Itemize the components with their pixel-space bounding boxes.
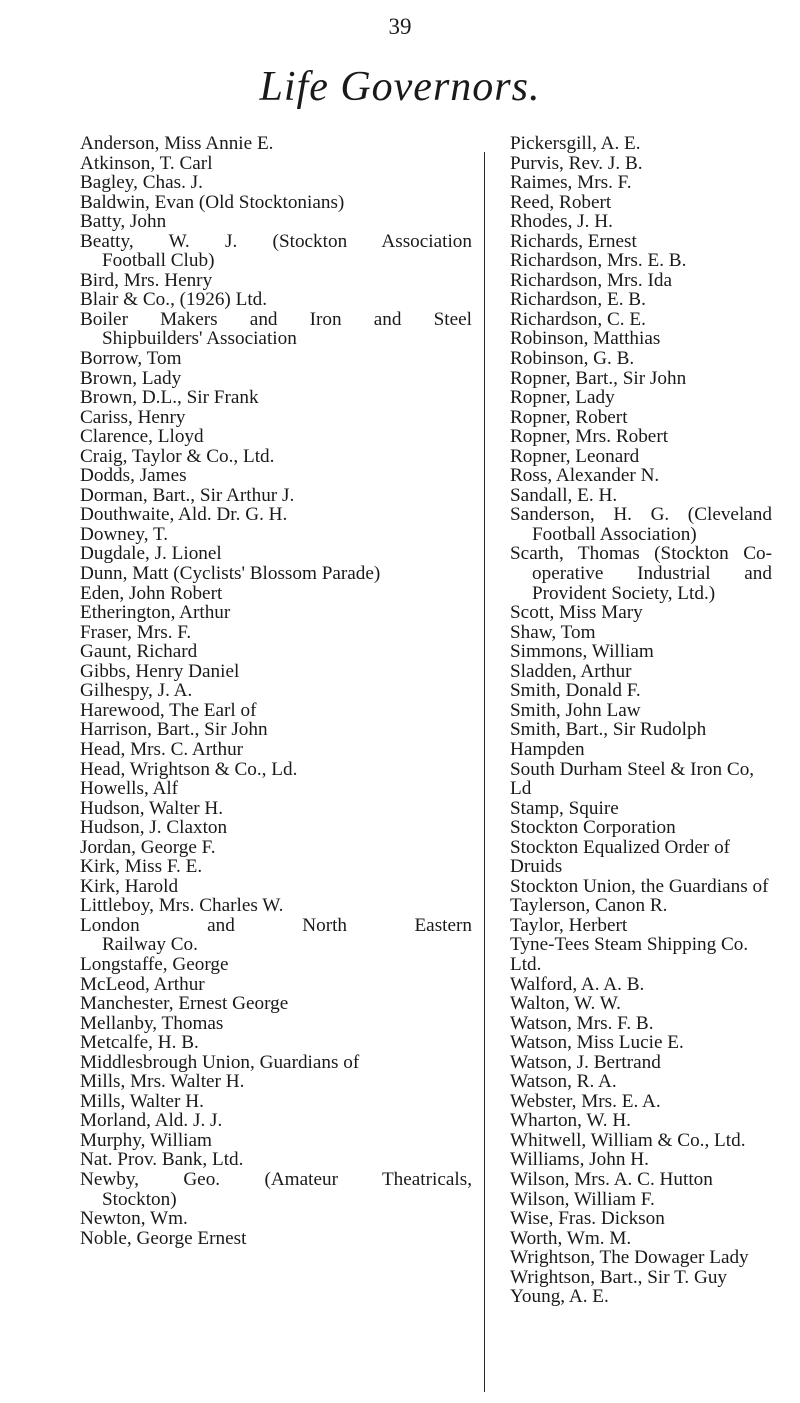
list-item bbox=[80, 232, 472, 271]
entry-name: Richardson, E. B. bbox=[510, 289, 646, 311]
entry-name: Taylor, Herbert bbox=[510, 914, 628, 936]
list-item bbox=[80, 1111, 472, 1131]
entry-name: Gaunt, Richard bbox=[80, 641, 198, 663]
entry-name: Walton, W. W. bbox=[510, 993, 621, 1015]
list-item bbox=[80, 544, 472, 564]
entry-name: Wrightson, Bart., Sir T. Guy bbox=[510, 1266, 728, 1288]
entry-name: Head, Mrs. C. Arthur bbox=[80, 738, 244, 760]
list-item bbox=[510, 1014, 772, 1034]
list-item bbox=[80, 1229, 472, 1249]
list-item bbox=[510, 877, 772, 897]
list-item bbox=[510, 1209, 772, 1229]
list-item bbox=[510, 935, 772, 974]
list-item bbox=[80, 877, 472, 897]
list-item bbox=[510, 975, 772, 995]
list-item bbox=[510, 486, 772, 506]
entry-continuation: Railway Co. bbox=[102, 934, 198, 956]
entry-name: Kirk, Harold bbox=[80, 875, 179, 897]
entry-name: Littleboy, Mrs. Charles W. bbox=[80, 895, 284, 917]
entry-name: Boiler Makers and Iron and Steel bbox=[80, 308, 472, 330]
entry-name: Young, A. E. bbox=[510, 1286, 609, 1308]
entry-name: Richardson, C. E. bbox=[510, 308, 646, 330]
entry-name: Gilhespy, J. A. bbox=[80, 680, 193, 702]
entry-name: Bagley, Chas. J. bbox=[80, 172, 203, 194]
list-item bbox=[510, 994, 772, 1014]
entry-name: Newby, Geo. (Amateur Theatricals, bbox=[80, 1168, 472, 1190]
list-item bbox=[80, 388, 472, 408]
list-item bbox=[80, 896, 472, 916]
entry-name: Wilson, Mrs. A. C. Hutton bbox=[510, 1168, 713, 1190]
entry-name: Robinson, Matthias bbox=[510, 328, 661, 350]
entry-name: Murphy, William bbox=[80, 1129, 212, 1151]
entry-continuation: Provident Society, Ltd.) bbox=[532, 582, 716, 604]
list-item bbox=[510, 290, 772, 310]
entry-name: Sladden, Arthur bbox=[510, 660, 632, 682]
list-item bbox=[80, 408, 472, 428]
list-item bbox=[80, 838, 472, 858]
list-item bbox=[510, 1131, 772, 1151]
entry-name: Harrison, Bart., Sir John bbox=[80, 719, 268, 741]
entry-name: Scarth, Thomas (Stockton Co- bbox=[510, 543, 772, 565]
list-item bbox=[80, 818, 472, 838]
list-item bbox=[80, 1014, 472, 1034]
entry-name: Williams, John H. bbox=[510, 1149, 649, 1171]
list-item bbox=[80, 369, 472, 389]
entry-name: Richards, Ernest bbox=[510, 230, 637, 252]
list-item bbox=[80, 857, 472, 877]
entry-name: McLeod, Arthur bbox=[80, 973, 205, 995]
list-item bbox=[510, 1150, 772, 1170]
list-item bbox=[80, 310, 472, 349]
entry-name: Ropner, Robert bbox=[510, 406, 628, 428]
list-item bbox=[510, 544, 772, 603]
entry-name: Smith, Donald F. bbox=[510, 680, 641, 702]
entry-name: Robinson, G. B. bbox=[510, 348, 635, 370]
list-item bbox=[510, 1072, 772, 1092]
list-item bbox=[80, 799, 472, 819]
list-item bbox=[80, 760, 472, 780]
list-item bbox=[510, 1053, 772, 1073]
entry-name: Eden, John Robert bbox=[80, 582, 223, 604]
list-item bbox=[510, 681, 772, 701]
entry-name: Middlesbrough Union, Guardians of bbox=[80, 1051, 360, 1073]
entry-name: Stockton Union, the Guardians of bbox=[510, 875, 769, 897]
entry-name: Hudson, J. Claxton bbox=[80, 817, 228, 839]
entry-name: Hudson, Walter H. bbox=[80, 797, 224, 819]
entry-name: Mills, Mrs. Walter H. bbox=[80, 1071, 245, 1093]
entry-name: Dorman, Bart., Sir Arthur J. bbox=[80, 484, 295, 506]
entry-name: Watson, J. Bertrand bbox=[510, 1051, 661, 1073]
list-item bbox=[510, 896, 772, 916]
list-item bbox=[80, 525, 472, 545]
entry-name: Cariss, Henry bbox=[80, 406, 186, 428]
list-item bbox=[510, 1248, 772, 1268]
entry-name: Worth, Wm. M. bbox=[510, 1227, 632, 1249]
entry-name: Metcalfe, H. B. bbox=[80, 1032, 199, 1054]
list-item bbox=[510, 134, 772, 154]
entry-name: Brown, Lady bbox=[80, 367, 182, 389]
list-item bbox=[510, 818, 772, 838]
entry-name: Smith, John Law bbox=[510, 699, 641, 721]
entry-continuation: Football Association) bbox=[532, 523, 697, 545]
list-item bbox=[80, 642, 472, 662]
entry-name: Stockton Equalized Order of Druids bbox=[510, 836, 731, 878]
entry-name: Head, Wrightson & Co., Ld. bbox=[80, 758, 298, 780]
entry-name: Downey, T. bbox=[80, 523, 169, 545]
entry-name: Wise, Fras. Dickson bbox=[510, 1208, 665, 1230]
list-item bbox=[510, 623, 772, 643]
left-column bbox=[80, 134, 472, 1248]
list-item bbox=[510, 427, 772, 447]
list-item bbox=[510, 1092, 772, 1112]
entry-name: Whitwell, William & Co., Ltd. bbox=[510, 1129, 746, 1151]
list-item bbox=[510, 1111, 772, 1131]
entry-name: Newton, Wm. bbox=[80, 1208, 188, 1230]
list-item bbox=[80, 193, 472, 213]
entry-name: Bird, Mrs. Henry bbox=[80, 269, 213, 291]
list-item bbox=[510, 1268, 772, 1288]
list-item bbox=[80, 1209, 472, 1229]
entry-name: Clarence, Lloyd bbox=[80, 426, 204, 448]
list-item bbox=[80, 584, 472, 604]
list-item bbox=[80, 1170, 472, 1209]
list-item bbox=[510, 388, 772, 408]
entry-name: Shaw, Tom bbox=[510, 621, 596, 643]
list-item bbox=[80, 1092, 472, 1112]
list-item bbox=[510, 193, 772, 213]
list-item bbox=[510, 212, 772, 232]
entry-name: Nat. Prov. Bank, Ltd. bbox=[80, 1149, 244, 1171]
entry-name: Brown, D.L., Sir Frank bbox=[80, 387, 259, 409]
list-item bbox=[80, 154, 472, 174]
list-item bbox=[80, 1053, 472, 1073]
list-item bbox=[510, 662, 772, 682]
list-item bbox=[510, 1229, 772, 1249]
list-item bbox=[80, 486, 472, 506]
entry-name: Wrightson, The Dowager Lady bbox=[510, 1247, 749, 1269]
list-item bbox=[80, 603, 472, 623]
list-item bbox=[510, 1033, 772, 1053]
list-item bbox=[80, 701, 472, 721]
list-item bbox=[80, 623, 472, 643]
list-item bbox=[510, 1287, 772, 1307]
entry-continuation: Football Club) bbox=[102, 250, 215, 272]
list-item bbox=[80, 740, 472, 760]
entry-name: Ross, Alexander N. bbox=[510, 465, 660, 487]
right-column bbox=[510, 134, 772, 1307]
list-item bbox=[510, 251, 772, 271]
list-item bbox=[80, 681, 472, 701]
list-item bbox=[80, 720, 472, 740]
list-item bbox=[80, 916, 472, 955]
entry-continuation: Shipbuilders' Association bbox=[102, 328, 297, 350]
list-item bbox=[80, 1150, 472, 1170]
entry-name: Stamp, Squire bbox=[510, 797, 619, 819]
list-item bbox=[510, 1170, 772, 1190]
entry-name: Raimes, Mrs. F. bbox=[510, 172, 632, 194]
entry-name: Kirk, Miss F. E. bbox=[80, 856, 203, 878]
list-item bbox=[80, 173, 472, 193]
entry-name: Fraser, Mrs. F. bbox=[80, 621, 192, 643]
entry-name: Reed, Robert bbox=[510, 191, 612, 213]
entry-name: Baldwin, Evan (Old Stocktonians) bbox=[80, 191, 345, 213]
list-item bbox=[80, 134, 472, 154]
list-item bbox=[80, 564, 472, 584]
list-item bbox=[510, 329, 772, 349]
entry-name: Ropner, Leonard bbox=[510, 445, 640, 467]
entry-continuation: operative Industrial and bbox=[532, 563, 772, 585]
list-item bbox=[510, 1190, 772, 1210]
list-item bbox=[510, 369, 772, 389]
entry-name: Atkinson, T. Carl bbox=[80, 152, 213, 174]
entry-name: Wilson, William F. bbox=[510, 1188, 655, 1210]
entry-name: Watson, R. A. bbox=[510, 1071, 617, 1093]
entry-name: Anderson, Miss Annie E. bbox=[80, 133, 274, 154]
list-item bbox=[510, 466, 772, 486]
entry-name: Taylerson, Canon R. bbox=[510, 895, 668, 917]
entry-name: Watson, Miss Lucie E. bbox=[510, 1032, 684, 1054]
list-item bbox=[510, 232, 772, 252]
entry-name: Borrow, Tom bbox=[80, 348, 182, 370]
entry-name: Longstaffe, George bbox=[80, 953, 229, 975]
entry-name: Webster, Mrs. E. A. bbox=[510, 1090, 661, 1112]
page-title: Life Governors. bbox=[259, 64, 541, 110]
entry-name: Jordan, George F. bbox=[80, 836, 216, 858]
list-item bbox=[80, 975, 472, 995]
list-item bbox=[510, 505, 772, 544]
entry-continuation: Stockton) bbox=[102, 1188, 177, 1210]
list-item bbox=[80, 212, 472, 232]
list-item bbox=[510, 720, 772, 759]
list-item bbox=[80, 1033, 472, 1053]
list-item bbox=[80, 349, 472, 369]
entry-name: Mills, Walter H. bbox=[80, 1090, 204, 1112]
entry-name: Stockton Corporation bbox=[510, 817, 676, 839]
entry-name: Smith, Bart., Sir Rudolph Hampden bbox=[510, 719, 707, 760]
entry-name: Ropner, Mrs. Robert bbox=[510, 426, 669, 448]
page-number: 39 bbox=[388, 14, 412, 39]
entry-name: London and North Eastern bbox=[80, 914, 472, 936]
entry-name: Walford, A. A. B. bbox=[510, 973, 645, 995]
entry-name: Craig, Taylor & Co., Ltd. bbox=[80, 445, 275, 467]
list-item bbox=[510, 408, 772, 428]
list-item bbox=[510, 310, 772, 330]
entry-name: Sandall, E. H. bbox=[510, 484, 618, 506]
list-item bbox=[80, 290, 472, 310]
entry-name: Dugdale, J. Lionel bbox=[80, 543, 222, 565]
entry-name: Richardson, Mrs. Ida bbox=[510, 269, 672, 291]
entry-name: South Durham Steel & Iron Co, Ld bbox=[510, 758, 755, 800]
entry-name: Gibbs, Henry Daniel bbox=[80, 660, 240, 682]
list-item bbox=[510, 447, 772, 467]
list-item bbox=[510, 799, 772, 819]
column-divider bbox=[484, 152, 485, 1392]
entry-name: Douthwaite, Ald. Dr. G. H. bbox=[80, 504, 288, 526]
entry-name: Blair & Co., (1926) Ltd. bbox=[80, 289, 268, 311]
entry-name: Simmons, William bbox=[510, 641, 654, 663]
list-item bbox=[510, 642, 772, 662]
list-item bbox=[80, 505, 472, 525]
list-item bbox=[80, 955, 472, 975]
list-item bbox=[80, 447, 472, 467]
entry-name: Morland, Ald. J. J. bbox=[80, 1110, 223, 1132]
entry-name: Harewood, The Earl of bbox=[80, 699, 257, 721]
entry-name: Scott, Miss Mary bbox=[510, 602, 643, 624]
entry-name: Pickersgill, A. E. bbox=[510, 133, 641, 154]
list-item bbox=[510, 271, 772, 291]
entry-name: Watson, Mrs. F. B. bbox=[510, 1012, 654, 1034]
list-item bbox=[80, 994, 472, 1014]
entry-name: Beatty, W. J. (Stockton Association bbox=[80, 230, 472, 252]
entry-name: Purvis, Rev. J. B. bbox=[510, 152, 643, 174]
entry-name: Ropner, Bart., Sir John bbox=[510, 367, 687, 389]
entry-name: Batty, John bbox=[80, 211, 167, 233]
entry-name: Sanderson, H. G. (Cleveland bbox=[510, 504, 772, 526]
list-item bbox=[510, 349, 772, 369]
list-item bbox=[510, 154, 772, 174]
list-item bbox=[510, 603, 772, 623]
list-item bbox=[510, 173, 772, 193]
entry-name: Etherington, Arthur bbox=[80, 602, 231, 624]
entry-name: Tyne-Tees Steam Shipping Co. Ltd. bbox=[510, 934, 749, 975]
list-item bbox=[80, 466, 472, 486]
entry-name: Manchester, Ernest George bbox=[80, 993, 289, 1015]
entry-name: Dodds, James bbox=[80, 465, 187, 487]
list-item bbox=[80, 662, 472, 682]
entry-name: Howells, Alf bbox=[80, 778, 179, 800]
entry-name: Wharton, W. H. bbox=[510, 1110, 631, 1132]
list-item bbox=[510, 701, 772, 721]
entry-name: Ropner, Lady bbox=[510, 387, 615, 409]
list-item bbox=[80, 1072, 472, 1092]
list-item bbox=[80, 271, 472, 291]
entry-name: Rhodes, J. H. bbox=[510, 211, 613, 233]
entry-name: Dunn, Matt (Cyclists' Blossom Parade) bbox=[80, 563, 381, 585]
list-item bbox=[510, 838, 772, 877]
entry-name: Mellanby, Thomas bbox=[80, 1012, 224, 1034]
list-item bbox=[510, 916, 772, 936]
entry-name: Richardson, Mrs. E. B. bbox=[510, 250, 687, 272]
list-item bbox=[80, 1131, 472, 1151]
list-item bbox=[80, 427, 472, 447]
entry-name: Noble, George Ernest bbox=[80, 1227, 247, 1249]
list-item bbox=[510, 760, 772, 799]
list-item bbox=[80, 779, 472, 799]
